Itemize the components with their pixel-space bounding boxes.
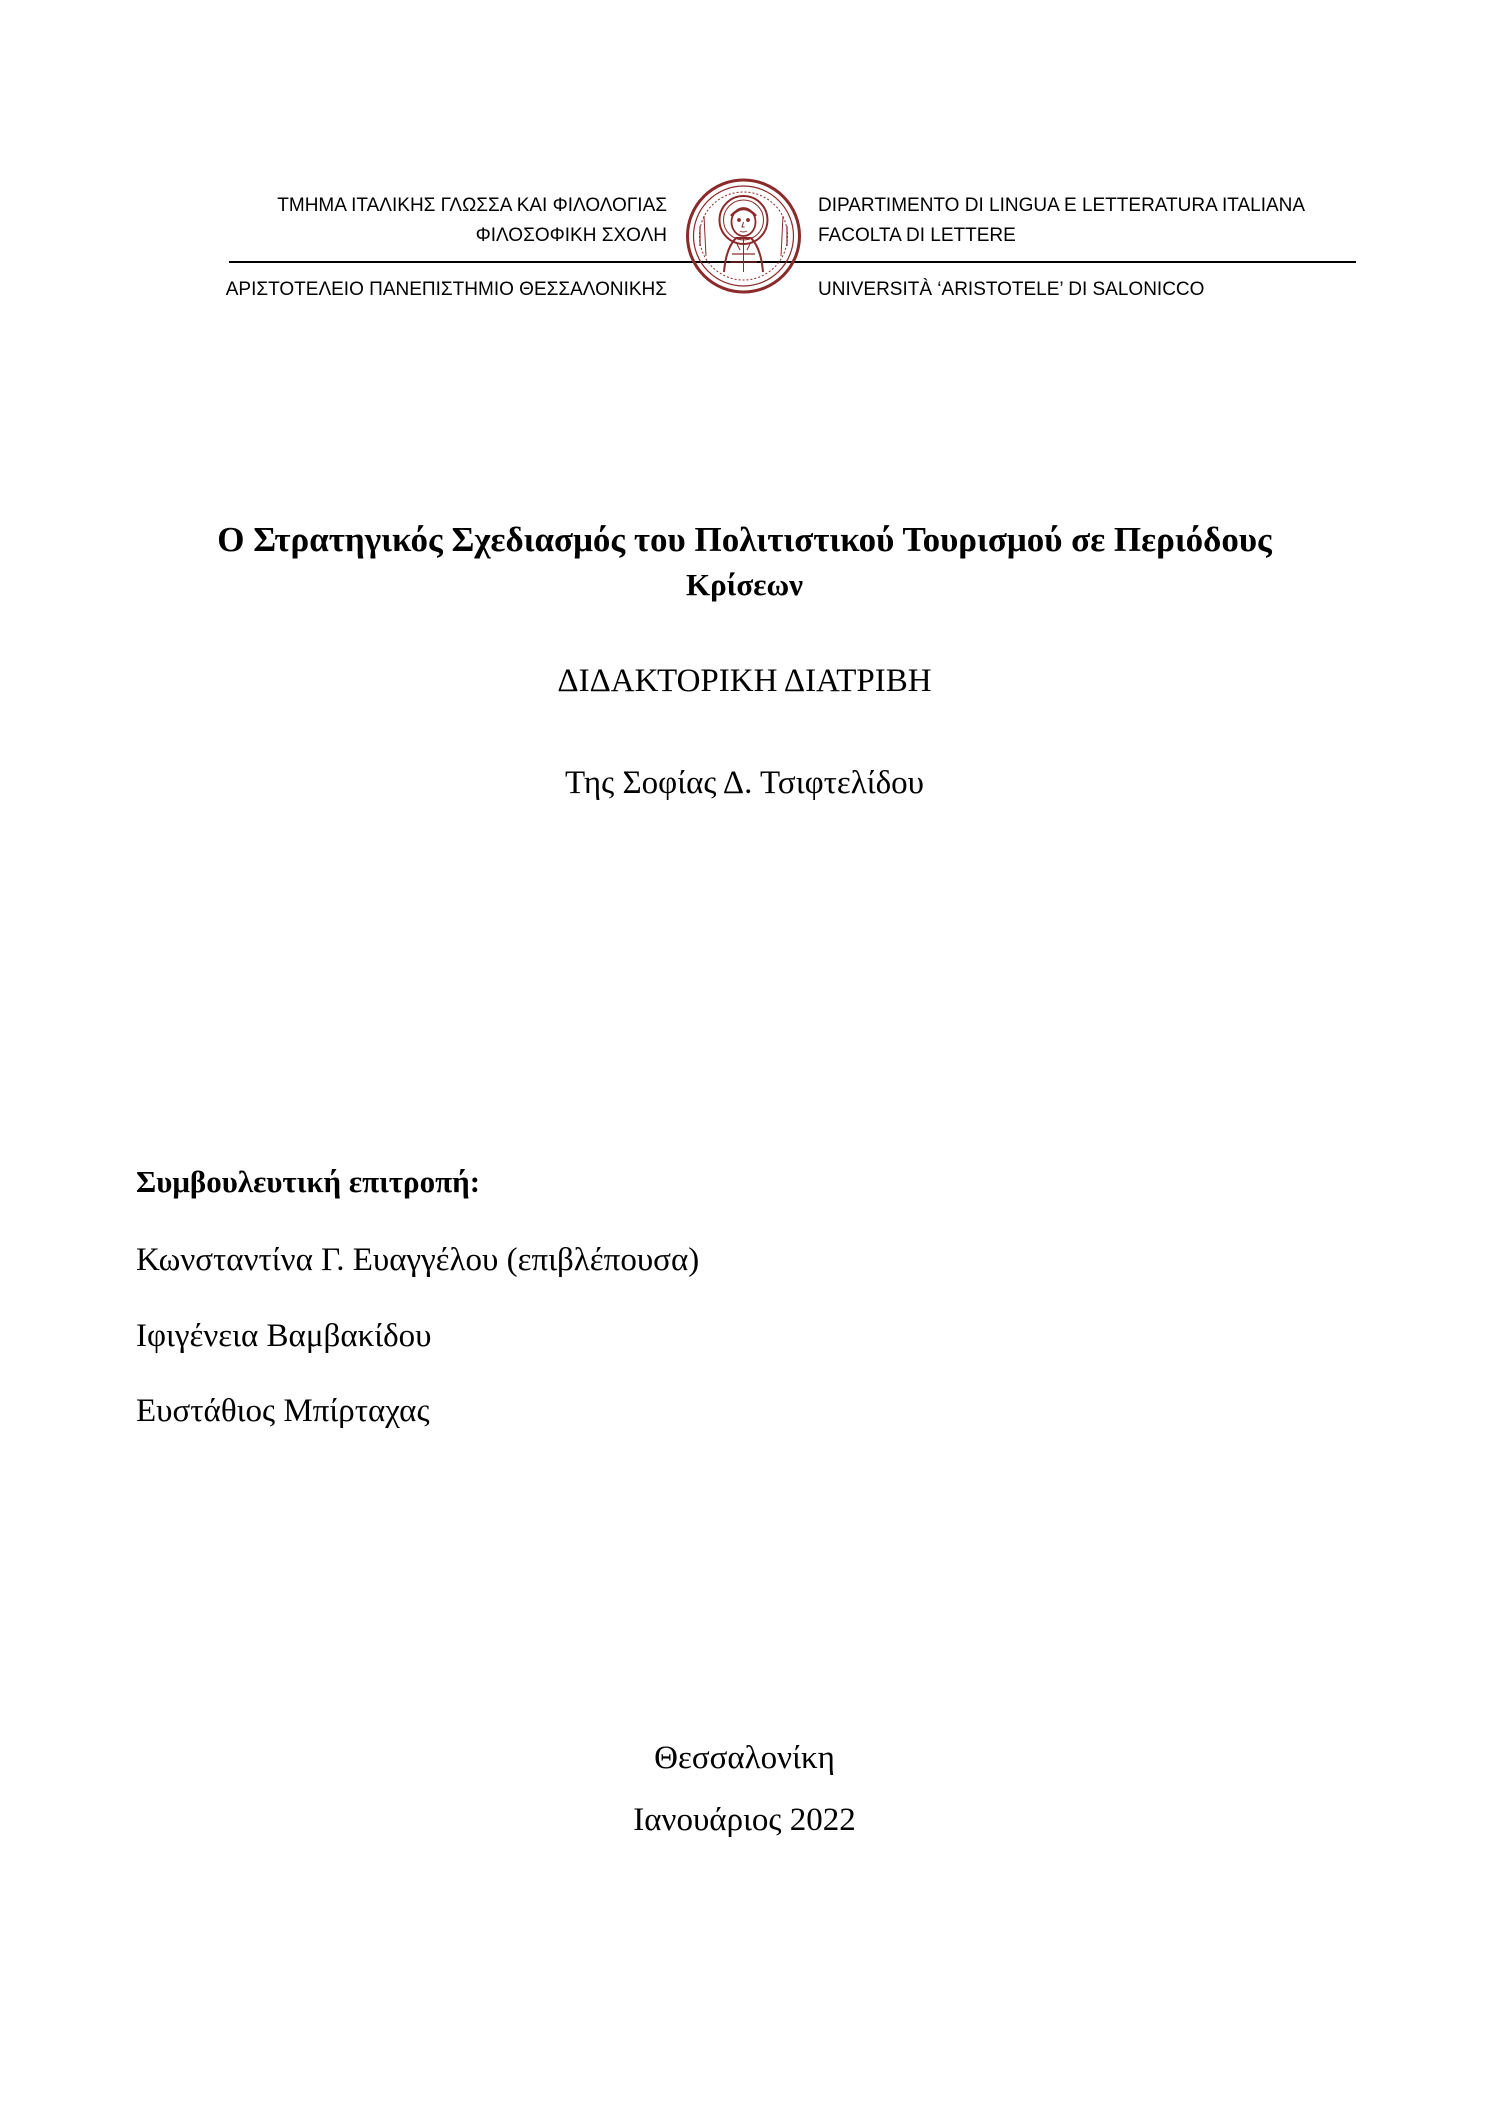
- committee-member-supervisor: Κωνσταντίνα Γ. Ευαγγέλου (επιβλέπουσα): [136, 1242, 700, 1278]
- university-seal-icon: [684, 176, 803, 296]
- italian-school-label: FACOLTA DI LETTERE: [818, 225, 1016, 246]
- greek-school-label: ΦΙΛΟΣΟΦΙΚΗ ΣΧΟΛΗ: [475, 225, 667, 246]
- committee-heading: Συμβουλευτική επιτροπή:: [136, 1164, 481, 1199]
- date-label: Ιανουάριος 2022: [633, 1802, 856, 1838]
- place-label: Θεσσαλονίκη: [654, 1740, 835, 1776]
- italian-department-label: DIPARTIMENTO DI LINGUA E LETTERATURA ITALIANA: [818, 195, 1306, 216]
- italian-university-label: UNIVERSITÀ ‘ARISTOTELE’ DI SALONICCO: [818, 279, 1205, 300]
- committee-member: Ιφιγένεια Βαμβακίδου: [136, 1318, 432, 1354]
- document-type: ΔΙΔΑΚΤΟΡΙΚΗ ΔΙΑΤΡΙΒΗ: [557, 663, 932, 699]
- thesis-title-line-2: Κρίσεων: [686, 567, 803, 602]
- greek-department-label: ΤΜΗΜΑ ΙΤΑΛΙΚΗΣ ΓΛΩΣΣΑ ΚΑΙ ΦΙΛΟΛΟΓΙΑΣ: [277, 195, 667, 216]
- committee-member: Ευστάθιος Μπίρταχας: [136, 1393, 430, 1429]
- greek-university-label: ΑΡΙΣΤΟΤΕΛΕΙΟ ΠΑΝΕΠΙΣΤΗΜΙΟ ΘΕΣΣΑΛΟΝΙΚΗΣ: [225, 279, 667, 300]
- thesis-title-line-1: Ο Στρατηγικός Σχεδιασμός του Πολιτιστικού Τουρισμού σε Περιόδους: [217, 520, 1272, 559]
- author-name: Της Σοφίας Δ. Τσιφτελίδου: [564, 765, 925, 801]
